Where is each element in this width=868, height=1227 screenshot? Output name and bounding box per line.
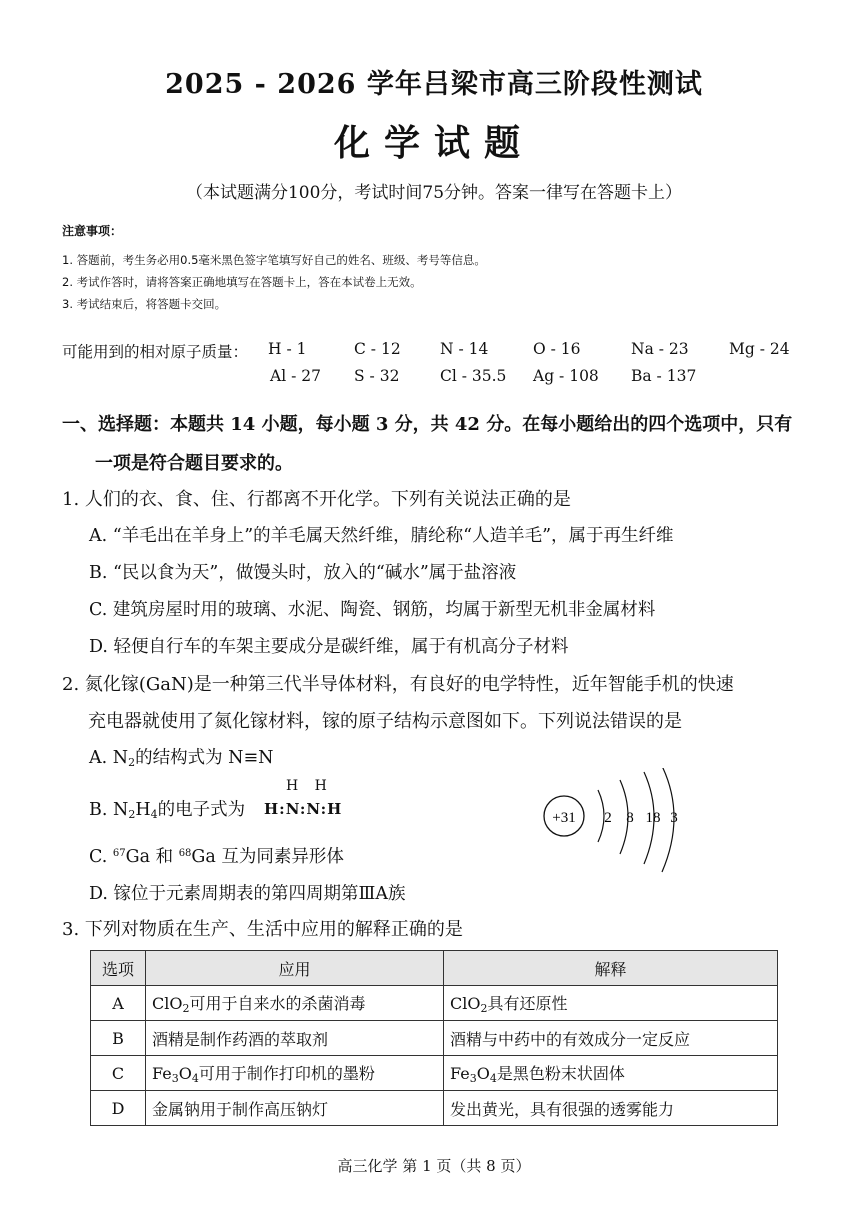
question-2-option-c: C. $^{67}$Ga 和 $^{68}$Ga 互为同素异形体 [89, 847, 344, 867]
atomic-mass: O - 16 [533, 340, 581, 358]
table-header: 应用 [146, 951, 444, 986]
electron-formula-top: H H [286, 778, 333, 794]
table-cell-option: D [91, 1091, 146, 1126]
atomic-mass: H - 1 [268, 340, 307, 358]
table-cell-explanation: ClO$_2$具有还原性 [444, 986, 778, 1021]
question-2-stem: 2. 氮化镓(GaN)是一种第三代半导体材料，有良好的电学特性，近年智能手机的快速 [62, 674, 734, 695]
table-cell-explanation: 酒精与中药中的有效成分一定反应 [444, 1021, 778, 1056]
question-1-option-b: B. “民以食为天”，做馒头时，放入的“碱水”属于盐溶液 [89, 563, 517, 583]
table-header: 选项 [91, 951, 146, 986]
atomic-mass: Ag - 108 [533, 367, 599, 385]
table-cell-application: 酒精是制作药酒的萃取剂 [146, 1021, 444, 1056]
table-cell-explanation: $Fe_3O_4$是黑色粉末状固体 [444, 1056, 778, 1091]
table-header: 解释 [444, 951, 778, 986]
table-cell-option: C [91, 1056, 146, 1091]
question-1-option-c: C. 建筑房屋时用的玻璃、水泥、陶瓷、钢筋，均属于新型无机非金属材料 [89, 600, 656, 620]
table-cell-application: 金属钠用于制作高压钠灯 [146, 1091, 444, 1126]
table-cell-option: A [91, 986, 146, 1021]
question-2-stem-cont: 充电器就使用了氮化镓材料，镓的原子结构示意图如下。下列说法错误的是 [88, 711, 682, 732]
subject-title: 化学试题 [333, 122, 534, 164]
section-heading-cont: 一项是符合题目要求的。 [95, 453, 293, 474]
section-heading: 一、选择题：本题共 14 小题，每小题 3 分，共 42 分。在每小题给出的四个选项中，只有 [62, 414, 793, 435]
atomic-mass: Mg - 24 [729, 340, 790, 358]
table-row [91, 1056, 778, 1091]
atomic-mass: Al - 27 [270, 367, 321, 385]
atomic-mass: Ba - 137 [631, 367, 697, 385]
electron-formula: H:N:N:H [264, 800, 343, 818]
atomic-mass: C - 12 [354, 340, 401, 358]
question-1-stem: 1. 人们的衣、食、住、行都离不开化学。下列有关说法正确的是 [62, 489, 571, 510]
exam-subtitle: （本试题满分100分，考试时间75分钟。答案一律写在答题卡上） [185, 183, 683, 203]
nucleus-label: +31 [552, 810, 576, 826]
question-2-option-a: A. $N_2$的结构式为 N≡N [89, 748, 274, 769]
table-cell-option: B [91, 1021, 146, 1056]
notes-heading: 注意事项： [62, 224, 123, 238]
table-cell-application: ClO$_2$可用于自来水的杀菌消毒 [146, 986, 444, 1021]
shell-count: 3 [670, 810, 678, 826]
question-3-stem: 3. 下列对物质在生产、生活中应用的解释正确的是 [62, 919, 463, 940]
shell-arc [598, 790, 604, 842]
gallium-atom-diagram [540, 768, 690, 878]
atomic-mass: Na - 23 [631, 340, 689, 358]
note-item: 3. 考试结束后，将答题卡交回。 [62, 297, 227, 311]
atomic-mass: N - 14 [440, 340, 489, 358]
table-row [91, 1091, 778, 1126]
table-cell-explanation: 发出黄光，具有很强的透雾能力 [444, 1091, 778, 1126]
table-cell-application: $Fe_3O_4$可用于制作打印机的墨粉 [146, 1056, 444, 1091]
question-1-option-d: D. 轻便自行车的车架主要成分是碳纤维，属于有机高分子材料 [89, 637, 569, 657]
page-footer: 高三化学 第 1 页（共 8 页） [337, 1157, 531, 1175]
question-3-table [90, 950, 778, 1126]
question-1-option-a: A. “羊毛出在羊身上”的羊毛属天然纤维，腈纶称“人造羊毛”，属于再生纤维 [89, 526, 674, 546]
shell-count: 8 [626, 810, 634, 826]
question-2-option-b: B. $N_2H_4$的电子式为 [89, 800, 246, 821]
table-row [91, 1021, 778, 1056]
table-row [91, 986, 778, 1021]
shell-count: 18 [645, 810, 661, 826]
note-item: 2. 考试作答时，请将答案正确地填写在答题卡上，答在本试卷上无效。 [62, 275, 422, 289]
note-item: 1. 答题前，考生务必用0.5毫米黑色签字笔填写好自己的姓名、班级、考号等信息。 [62, 253, 486, 267]
shell-count: 2 [604, 810, 612, 826]
exam-title: 2025 - 2026 学年吕梁市高三阶段性测试 [165, 69, 703, 100]
question-2-option-d: D. 镓位于元素周期表的第四周期第ⅢA族 [89, 884, 406, 904]
atomic-mass: Cl - 35.5 [440, 367, 507, 385]
table-header-row [91, 951, 778, 986]
atomic-mass: S - 32 [354, 367, 400, 385]
atomic-mass-label: 可能用到的相对原子质量： [62, 343, 249, 361]
